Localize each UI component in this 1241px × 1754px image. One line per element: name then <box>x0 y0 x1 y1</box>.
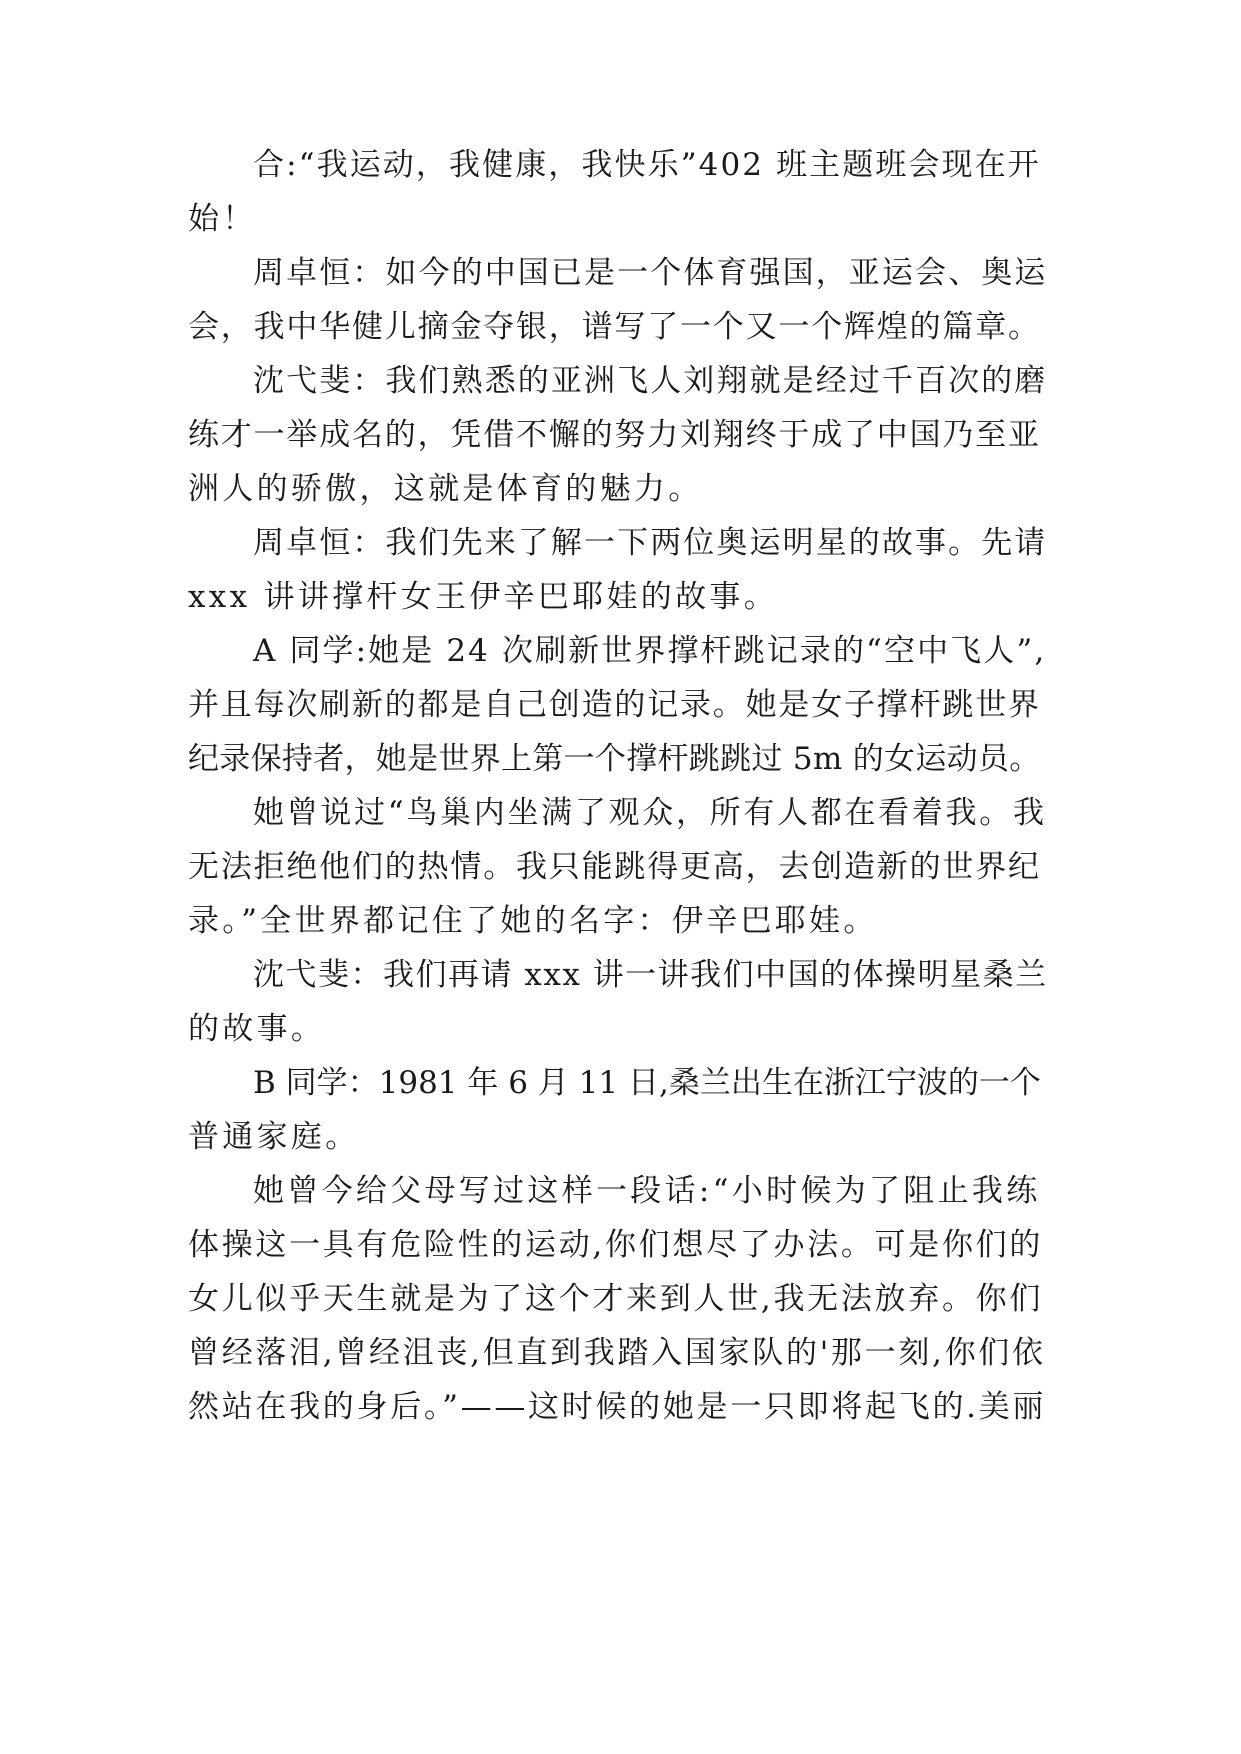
text-line: 体操这一具有危险性的运动,你们想尽了办法。可是你们的 <box>188 1227 1044 1263</box>
text-line: 周卓恒：如今的中国已是一个体育强国，亚运会、奥运 <box>253 255 1048 291</box>
text-line: 合:“我运动，我健康，我快乐”402 班主题班会现在开 <box>253 147 1041 183</box>
text-line: 始！ <box>188 201 257 237</box>
text-line: 沈弋斐：我们再请 xxx 讲一讲我们中国的体操明星桑兰 <box>253 957 1048 993</box>
text-line: B 同学：1981 年 6 月 11 日,桑兰出生在浙江宁波的一个 <box>253 1065 1041 1101</box>
text-line: 她曾今给父母写过这样一段话:“小时候为了阻止我练 <box>253 1173 1041 1209</box>
text-line: 洲人的骄傲，这就是体育的魅力。 <box>188 471 703 507</box>
text-line: 纪录保持者，她是世界上第一个撑杆跳跳过 5m 的女运动员。 <box>188 741 1041 777</box>
text-line: 并且每次刷新的都是自己创造的记录。她是女子撑杆跳世界 <box>188 687 1041 723</box>
text-line: 女儿似乎天生就是为了这个才来到人世,我无法放弃。你们 <box>188 1281 1044 1317</box>
text-line: 然站在我的身后。”——这时候的她是一只即将起飞的.美丽 <box>188 1389 1047 1425</box>
text-line: 周卓恒：我们先来了解一下两位奥运明星的故事。先请 <box>253 525 1048 561</box>
text-line: 普通家庭。 <box>188 1119 360 1155</box>
text-line: A 同学:她是 24 次刷新世界撑杆跳记录的“空中飞人”, <box>253 633 1047 669</box>
text-line: 会，我中华健儿摘金夺银，谱写了一个又一个辉煌的篇章。 <box>188 309 1041 345</box>
text-line: 曾经落泪,曾经沮丧,但直到我踏入国家队的'那一刻,你们依 <box>188 1335 1046 1371</box>
text-line: 她曾说过“鸟巢内坐满了观众，所有人都在看着我。我 <box>253 795 1047 831</box>
text-line: 沈弋斐：我们熟悉的亚洲飞人刘翔就是经过千百次的磨 <box>253 363 1048 399</box>
text-line: 无法拒绝他们的热情。我只能跳得更高，去创造新的世界纪 <box>188 849 1041 885</box>
text-line: 的故事。 <box>188 1011 326 1047</box>
text-line: 录。”全世界都记住了她的名字：伊辛巴耶娃。 <box>188 903 878 939</box>
text-line: 练才一举成名的，凭借不懈的努力刘翔终于成了中国乃至亚 <box>188 417 1041 453</box>
text-line: xxx 讲讲撑杆女王伊辛巴耶娃的故事。 <box>188 579 779 615</box>
